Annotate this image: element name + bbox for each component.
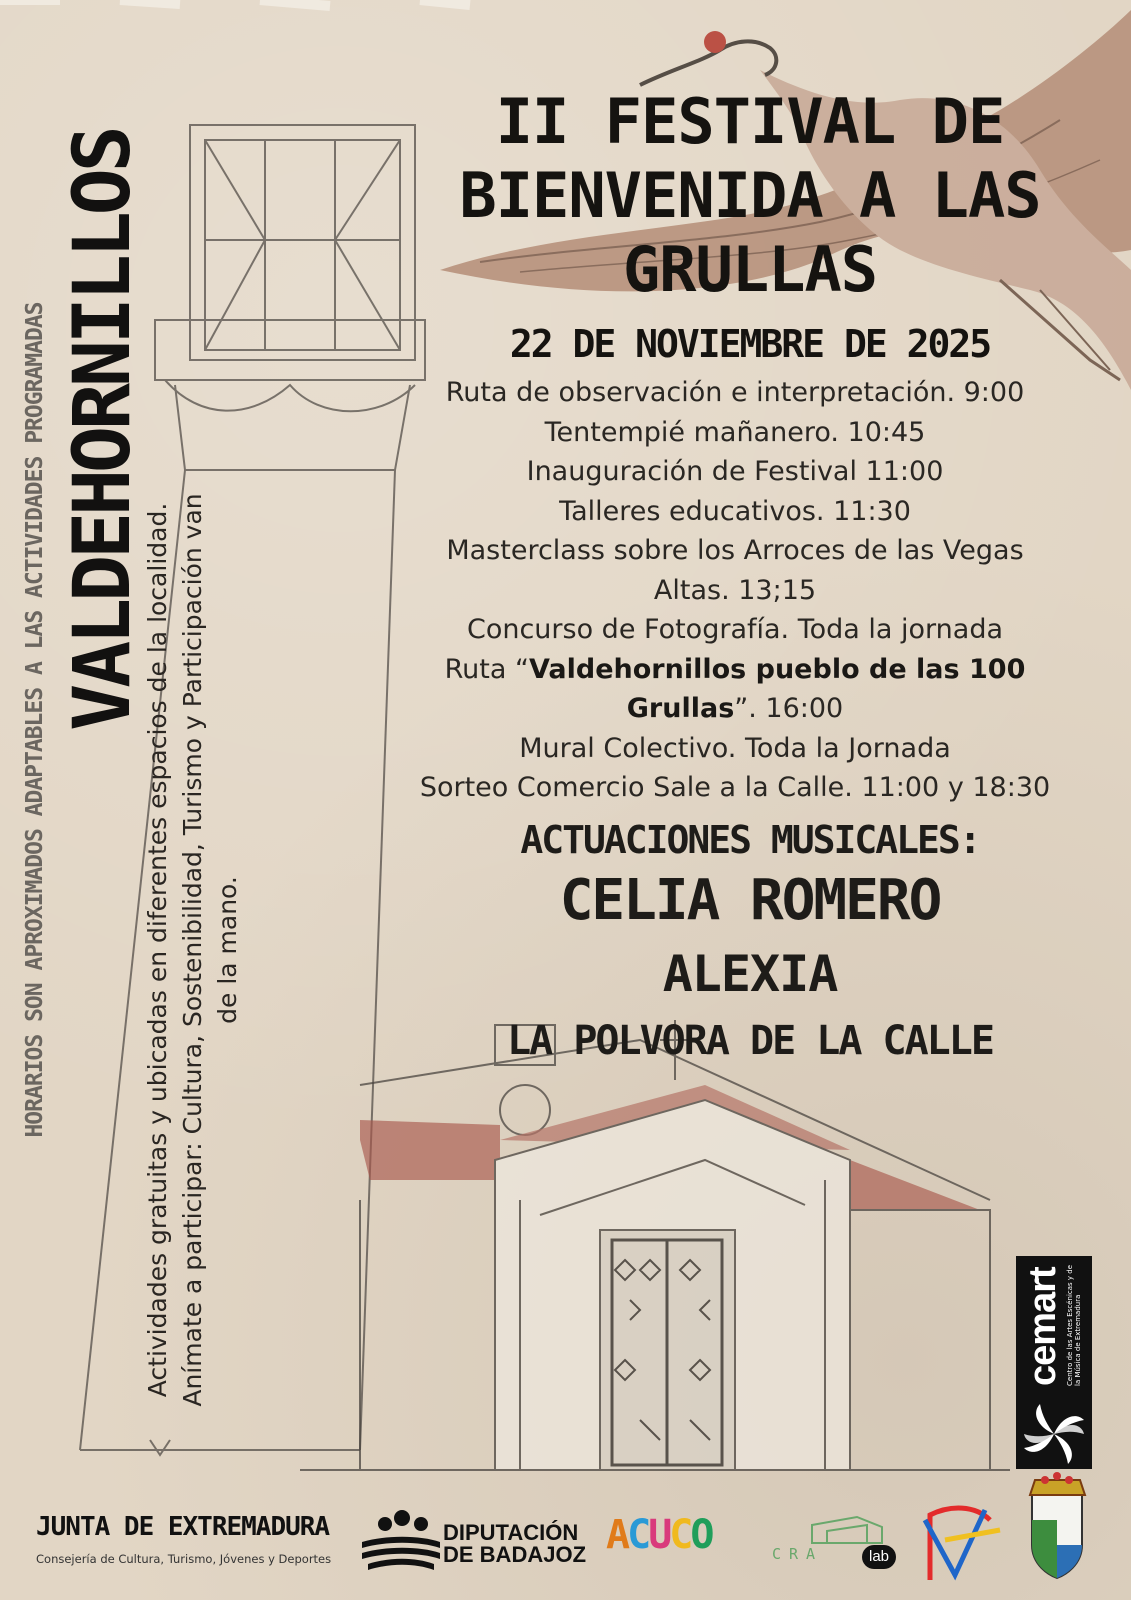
route-name: Valdehornillos pueblo de las 100 Grullas [529,653,1026,724]
town-name: VALDEHORNILLOS [58,129,148,731]
activities-note: Actividades gratuitas y ubicadas en diferentes espacios de la localidad. [143,502,172,1398]
schedule-list [385,373,1085,808]
schedule-item: Ruta “Valdehornillos pueblo de las 100 Grullas”. 16:00 [444,653,1026,724]
cemart-flower-icon [1016,1256,1092,1469]
title-line: II FESTIVAL DE [495,85,1005,158]
cra-text: CRA [772,1545,824,1563]
acuco-logo: ACUCO [606,1512,712,1558]
junta-department: Consejería de Cultura, Turismo, Jóvenes y Deportes [36,1552,332,1566]
schedule-item: Inauguración de Festival 11:00 [526,456,944,487]
cemart-logo [1016,1256,1092,1469]
diputacion-name: DIPUTACIÓN DE BADAJOZ [443,1520,587,1567]
cra-lab-logo [762,1515,912,1575]
schedule-item: Sorteo Comercio Sale a la Calle. 11:00 y 18:30 [419,772,1051,803]
festival-date: 22 DE NOVIEMBRE DE 2025 [509,322,991,366]
av-logo [925,1508,1000,1580]
festival-title [430,85,1070,307]
church-sketch [300,1020,1010,1470]
diputacion-badajoz-logo [355,1508,595,1568]
coat-of-arms-icon [1030,1472,1085,1578]
artist-name: ALEXIA [662,945,838,1003]
music-heading: ACTUACIONES MUSICALES: [520,818,980,862]
schedule-disclaimer: HORARIOS SON APROXIMADOS ADAPTABLES A LAS ACTIVIDADES PROGRAMADAS [22,302,48,1138]
schedule-item: Talleres educativos. 11:30 [559,495,911,527]
schedule-item: Concurso de Fotografía. Toda la jornada [466,614,1004,645]
schedule-item: Tentempié mañanero. 10:45 [544,416,926,448]
schedule-item: Mural Colectivo. Toda la Jornada [519,732,951,764]
lab-badge: lab [862,1545,896,1569]
participation-note: Anímate a participar: Cultura, Sostenibilidad, Turismo y Participación van de la mano. [178,493,242,1407]
cemart-wordmark: cemart [1022,1267,1064,1386]
participation-text [140,490,245,1410]
junta-logo [36,1512,346,1566]
artist-name: LA POLVORA DE LA CALLE [507,1018,993,1064]
title-line: BIENVENIDA A LAS [459,159,1041,232]
schedule-item: Ruta de observación e interpretación. 9:00 [445,377,1025,408]
schedule-item: Masterclass sobre los Arroces de las Vegas Altas. 13;15 [446,535,1024,606]
junta-name: JUNTA DE EXTREMADURA [36,1512,330,1542]
cemart-subtitle: Centro de las Artes Escénicas y de la Música de Extremadura [1066,1264,1082,1386]
artist-name: CELIA ROMERO [559,868,941,933]
title-line: GRULLAS [622,233,878,306]
